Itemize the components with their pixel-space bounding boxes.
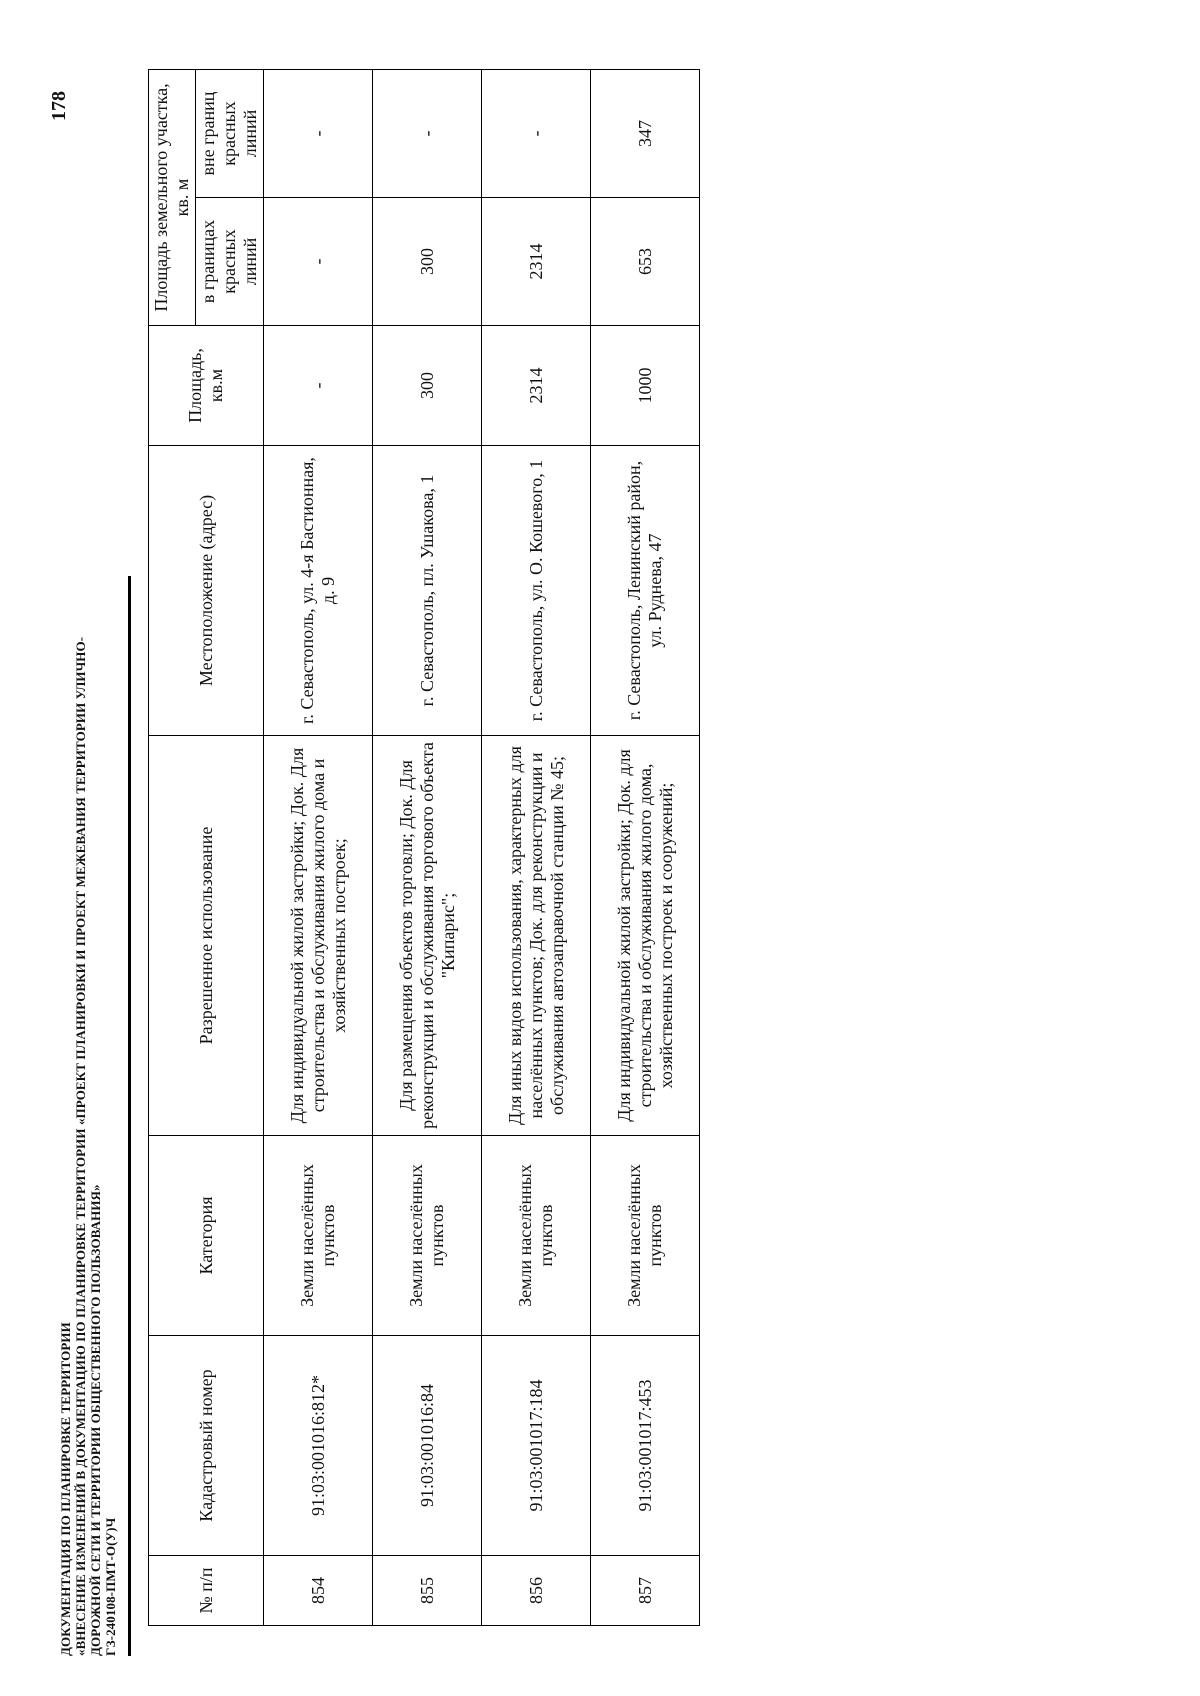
header-outside-red-lines: вне границ красных линий (196, 70, 264, 198)
cell-cadastral: 91:03:001016:84 (373, 1336, 482, 1556)
cell-inside-red-lines: 653 (591, 198, 700, 326)
cell-no: 856 (482, 1556, 591, 1626)
table-row (373, 70, 482, 1626)
cell-location: г. Севастополь, пл. Ушакова, 1 (373, 446, 482, 736)
cell-category: Земли населённых пунктов (264, 1136, 373, 1336)
cell-permitted-use: Для размещения объектов торговли; Док. Для реконструкции и обслуживания торгового объекта "Кипарис"; (373, 736, 482, 1136)
cell-location: г. Севастополь, ул. 4-я Бастионная, д. 9 (264, 446, 373, 736)
cell-outside-red-lines: - (482, 70, 591, 198)
header-line-3: ДОРОЖНОЙ СЕТИ И ТЕРРИТОРИИ ОБЩЕСТВЕННОГО ПОЛЬЗОВАНИЯ» (88, 1184, 103, 1656)
header-inside-red-lines: в границах красных линий (196, 198, 264, 326)
cell-no: 855 (373, 1556, 482, 1626)
header-plot-area-group: Площадь земельного участка, кв. м (149, 70, 196, 326)
cell-outside-red-lines: - (264, 70, 373, 198)
cell-cadastral: 91:03:001016:812* (264, 1336, 373, 1556)
cell-category: Земли населённых пунктов (482, 1136, 591, 1336)
cell-cadastral: 91:03:001017:453 (591, 1336, 700, 1556)
cell-location: г. Севастополь, Ленинский район, ул. Руднева, 47 (591, 446, 700, 736)
table-row (591, 70, 700, 1626)
cell-area: 2314 (482, 326, 591, 446)
cell-inside-red-lines: 300 (373, 198, 482, 326)
cell-permitted-use: Для индивидуальной жилой застройки; Док. Для строительства и обслуживания жилого дома и хозяйственных построек; (264, 736, 373, 1136)
cell-category: Земли населённых пунктов (591, 1136, 700, 1336)
cell-location: г. Севастополь, ул. О. Кошевого, 1 (482, 446, 591, 736)
header-line-4: ГЗ-240108-ПМТ-О(У)Ч (103, 1517, 118, 1656)
header-cadastral: Кадастровый номер (149, 1336, 264, 1556)
cell-category: Земли населённых пунктов (373, 1136, 482, 1336)
header-permitted-use: Разрешенное использование (149, 736, 264, 1136)
cell-area: 300 (373, 326, 482, 446)
cell-inside-red-lines: 2314 (482, 198, 591, 326)
cell-outside-red-lines: 347 (591, 70, 700, 198)
cell-area: 1000 (591, 326, 700, 446)
cell-permitted-use: Для иных видов использования, характерных для населённых пунктов; Док. для реконструкции и обслуживания автозаправочной станции № 45; (482, 736, 591, 1136)
header-area: Площадь, кв.м (149, 326, 264, 446)
cell-no: 857 (591, 1556, 700, 1626)
cell-outside-red-lines: - (373, 70, 482, 198)
header-location: Местоположение (адрес) (149, 446, 264, 736)
cell-area: - (264, 326, 373, 446)
document-header (58, 136, 118, 1656)
header-line-2: «ВНЕСЕНИЕ ИЗМЕНЕНИЙ В ДОКУМЕНТАЦИЮ ПО ПЛАНИРОВКЕ ТЕРРИТОРИИ «ПРОЕКТ ПЛАНИРОВКИ И ПРОЕКТ МЕЖЕВАНИЯ ТЕРРИТОРИИ УЛИЧНО- (73, 636, 88, 1656)
land-plot-table (148, 69, 700, 1626)
table-row (482, 70, 591, 1626)
header-divider (128, 576, 131, 1656)
cell-cadastral: 91:03:001017:184 (482, 1336, 591, 1556)
table-header-row (149, 70, 196, 1626)
cell-permitted-use: Для индивидуальной жилой застройки; Док. для строительства и обслуживания жилого дома, хозяйственных построек и сооружений; (591, 736, 700, 1136)
header-no: № п/п (149, 1556, 264, 1626)
table-row (264, 70, 373, 1626)
header-category: Категория (149, 1136, 264, 1336)
header-line-1: ДОКУМЕНТАЦИЯ ПО ПЛАНИРОВКЕ ТЕРРИТОРИИ (58, 1322, 73, 1656)
page-number: 178 (48, 91, 70, 121)
cell-inside-red-lines: - (264, 198, 373, 326)
cell-no: 854 (264, 1556, 373, 1626)
